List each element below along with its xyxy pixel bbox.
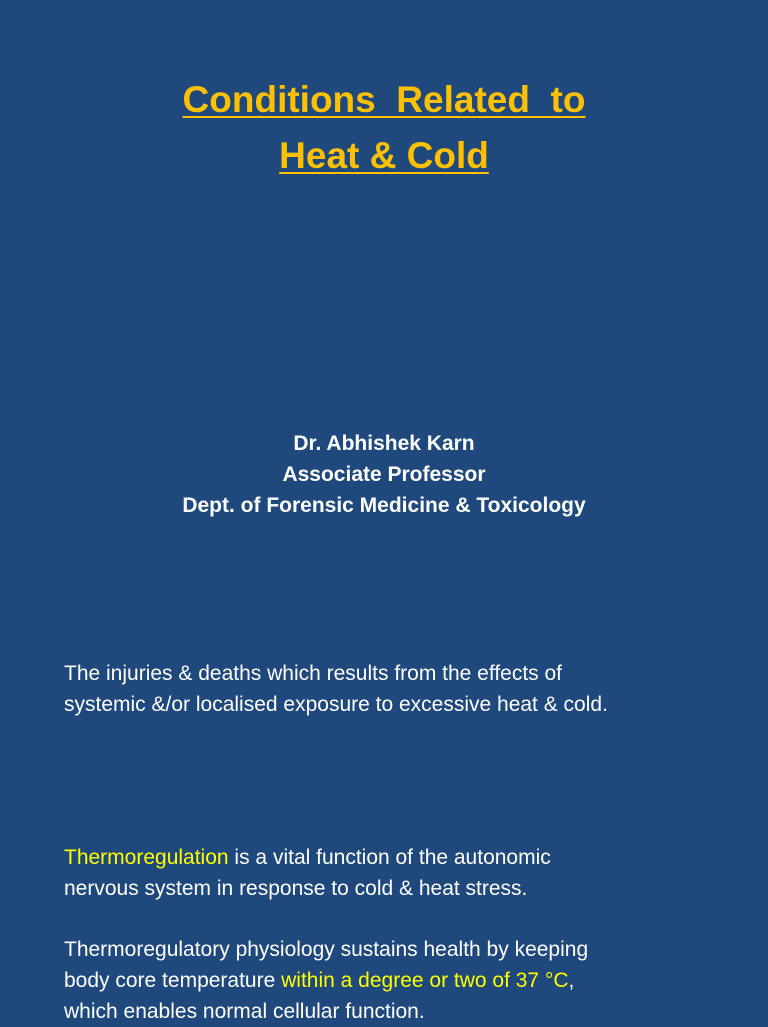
author-name: Dr. Abhishek Karn — [293, 432, 475, 455]
physiology-plain: body core temperature — [64, 969, 282, 992]
physiology-paragraph — [64, 934, 724, 1027]
thermoregulation-paragraph — [64, 842, 724, 904]
definition-paragraph — [64, 658, 724, 720]
physiology-highlight: within a degree or two of 37 °C — [281, 969, 569, 992]
physiology-end: , — [568, 969, 575, 992]
thermoregulation-rest: is a vital function of the autonomic — [228, 846, 551, 869]
physiology-line-3: which enables normal cellular function. — [64, 1000, 425, 1023]
author-position: Associate Professor — [282, 463, 486, 486]
thermoregulation-line-1 — [64, 842, 724, 873]
title-line-1: Conditions Related to — [182, 79, 586, 120]
thermoregulation-line-2: nervous system in response to cold & heat stress. — [64, 877, 528, 900]
physiology-line-2 — [64, 965, 724, 996]
slide-title — [0, 72, 768, 184]
physiology-line-1: Thermoregulatory physiology sustains health by keeping — [64, 938, 589, 961]
author-department: Dept. of Forensic Medicine & Toxicology — [182, 494, 586, 517]
author-block — [0, 428, 768, 521]
definition-line-1: The injuries & deaths which results from the effects of — [64, 662, 563, 685]
thermoregulation-term: Thermoregulation — [64, 846, 229, 869]
title-line-2: Heat & Cold — [279, 135, 489, 176]
definition-line-2: systemic &/or localised exposure to excessive heat & cold. — [64, 693, 608, 716]
